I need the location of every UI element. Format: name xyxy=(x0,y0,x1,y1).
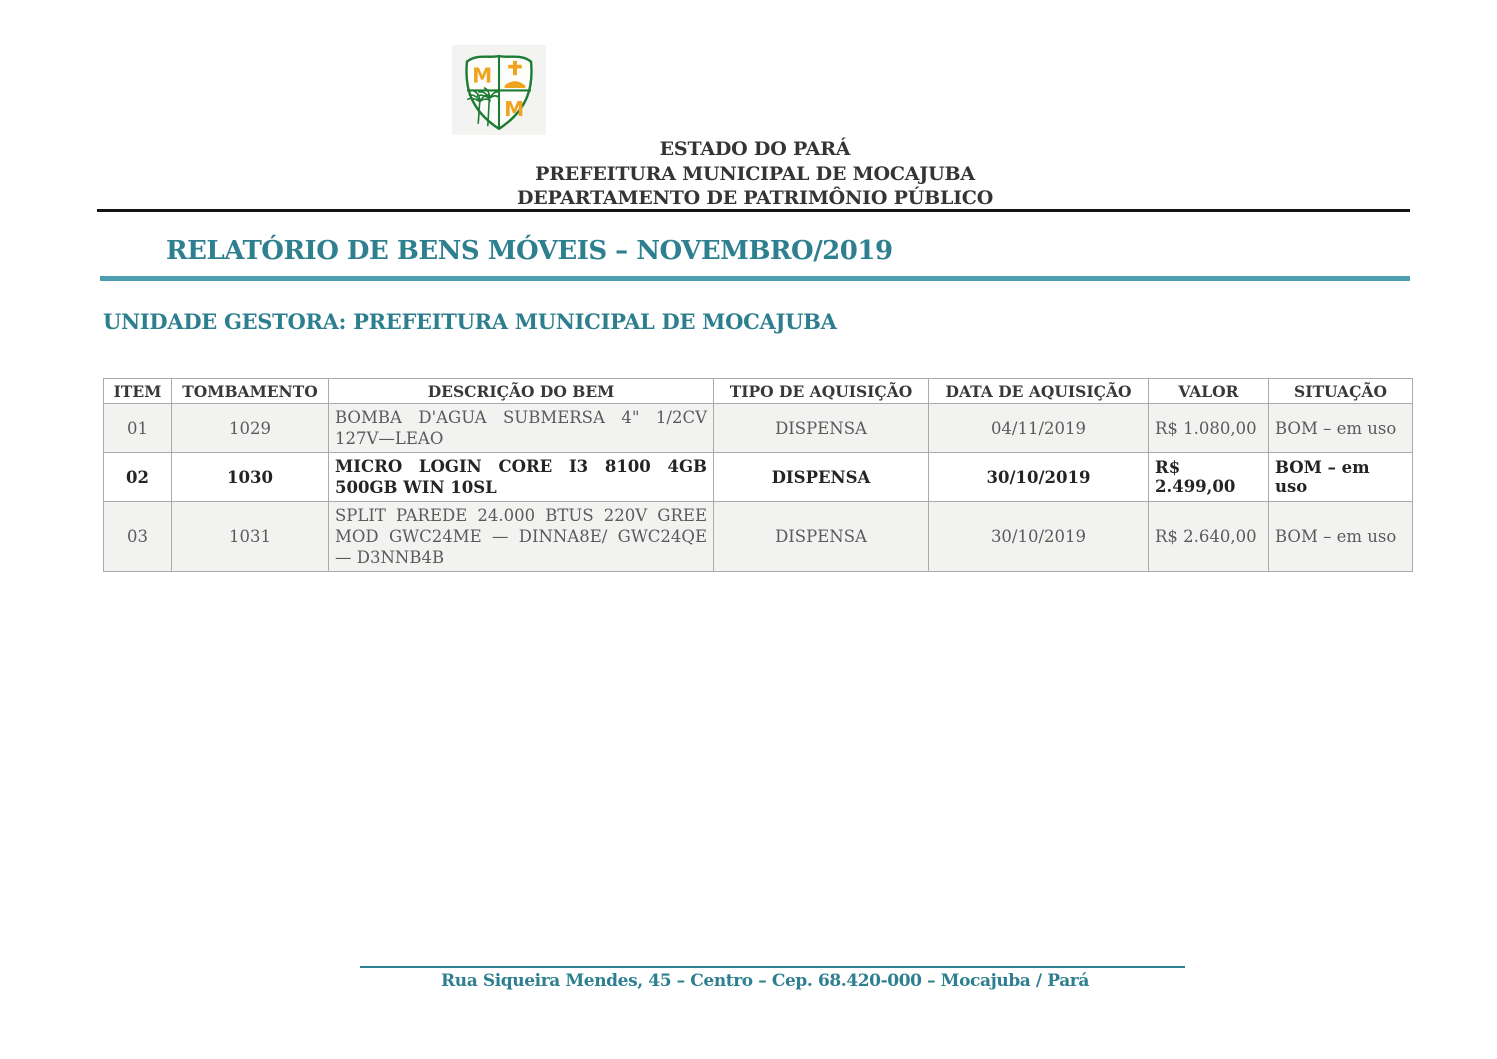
cell-data: 04/11/2019 xyxy=(929,404,1149,453)
assets-table xyxy=(103,378,1413,572)
col-header-situacao: SITUAÇÃO xyxy=(1269,379,1413,404)
cell-tombamento: 1031 xyxy=(172,502,329,572)
col-header-tombamento: TOMBAMENTO xyxy=(172,379,329,404)
table-row xyxy=(104,453,1413,502)
cell-tombamento: 1029 xyxy=(172,404,329,453)
cell-tombamento: 1030 xyxy=(172,453,329,502)
table-header-row xyxy=(104,379,1413,404)
municipal-crest-logo xyxy=(452,45,546,135)
report-title: RELATÓRIO DE BENS MÓVEIS – NOVEMBRO/2019 xyxy=(166,236,893,266)
cell-tipo: DISPENSA xyxy=(714,502,929,572)
cell-valor: R$ 2.499,00 xyxy=(1149,453,1269,502)
cell-situacao: BOM – em uso xyxy=(1269,404,1413,453)
header-divider-rule xyxy=(97,209,1410,212)
cell-situacao: BOM – em uso xyxy=(1269,502,1413,572)
col-header-tipo-aquisicao: TIPO DE AQUISIÇÃO xyxy=(714,379,929,404)
cell-tipo: DISPENSA xyxy=(714,404,929,453)
cell-situacao: BOM – em uso xyxy=(1269,453,1413,502)
org-department-line: DEPARTAMENTO DE PATRIMÔNIO PÚBLICO xyxy=(516,187,994,209)
cell-tipo: DISPENSA xyxy=(714,453,929,502)
cell-item: 01 xyxy=(104,404,172,453)
footer-divider-rule xyxy=(360,966,1185,968)
org-prefecture-line: PREFEITURA MUNICIPAL DE MOCAJUBA xyxy=(535,162,975,185)
cell-descricao: SPLIT PAREDE 24.000 BTUS 220V GREE MOD GWC24ME — DINNA8E/ GWC24QE — D3NNB4B xyxy=(329,502,714,572)
cell-descricao: MICRO LOGIN CORE I3 8100 4GB 500GB WIN 10SL xyxy=(329,453,714,502)
cell-item: 02 xyxy=(104,453,172,502)
cell-data: 30/10/2019 xyxy=(929,502,1149,572)
crest-shield-icon xyxy=(456,48,542,132)
org-state-line: ESTADO DO PARÁ xyxy=(659,138,851,160)
col-header-valor: VALOR xyxy=(1149,379,1269,404)
crest-letter-m-bottom: M xyxy=(504,97,525,121)
managing-unit-heading: UNIDADE GESTORA: PREFEITURA MUNICIPAL DE MOCAJUBA xyxy=(103,309,837,334)
table-row xyxy=(104,404,1413,453)
col-header-item: ITEM xyxy=(104,379,172,404)
col-header-data-aquisicao: DATA DE AQUISIÇÃO xyxy=(929,379,1149,404)
cell-valor: R$ 1.080,00 xyxy=(1149,404,1269,453)
institution-header xyxy=(100,137,1410,211)
table-row xyxy=(104,502,1413,572)
footer-address: Rua Siqueira Mendes, 45 – Centro – Cep. 68.420-000 – Mocajuba / Pará xyxy=(441,971,1089,991)
title-underline-rule xyxy=(100,276,1410,281)
crest-letter-m-top: M xyxy=(472,63,493,88)
cell-descricao: BOMBA D'AGUA SUBMERSA 4" 1/2CV 127V—LEAO xyxy=(329,404,714,453)
col-header-descricao: DESCRIÇÃO DO BEM xyxy=(329,379,714,404)
cell-valor: R$ 2.640,00 xyxy=(1149,502,1269,572)
cell-data: 30/10/2019 xyxy=(929,453,1149,502)
cell-item: 03 xyxy=(104,502,172,572)
